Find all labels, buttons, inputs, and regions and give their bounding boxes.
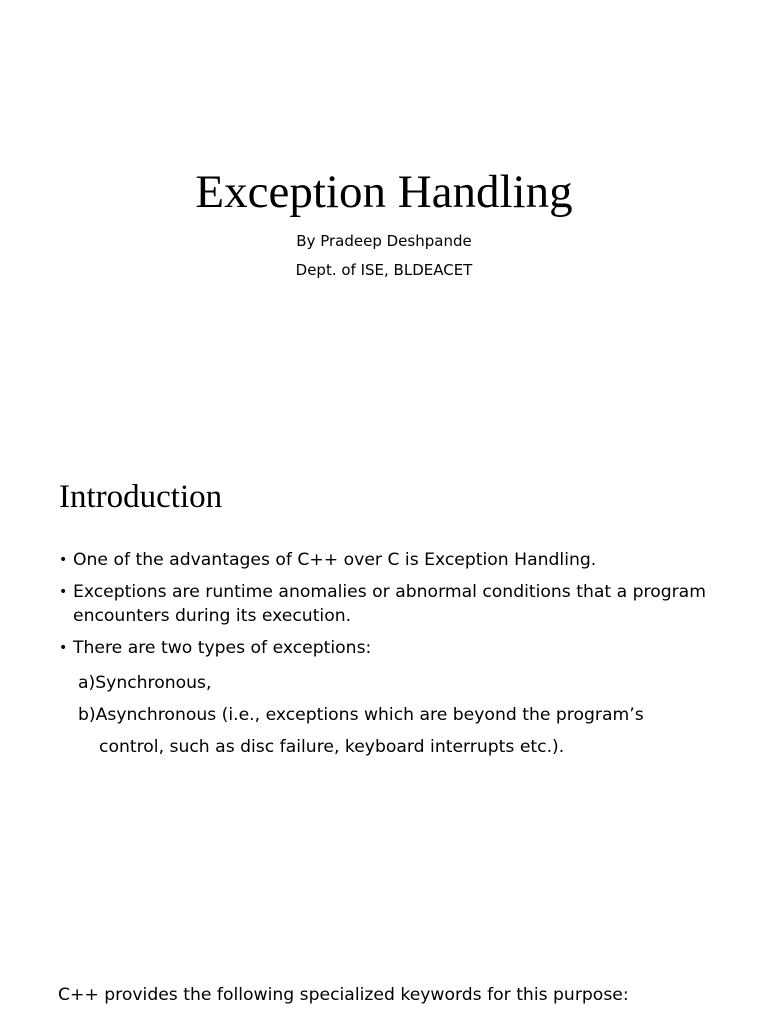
slide-keywords	[0, 962, 768, 1024]
sub-item-synchronous: a)Synchronous,	[78, 673, 212, 693]
slide-introduction	[0, 432, 768, 962]
page-title: Exception Handling	[195, 166, 573, 218]
bullet-dot: •	[59, 640, 68, 656]
slide-title	[0, 0, 768, 432]
department-line: Dept. of ISE, BLDEACET	[295, 261, 473, 279]
bullet-list	[59, 548, 739, 668]
slide-heading: Introduction	[59, 479, 223, 515]
bullet-item	[59, 636, 739, 660]
bullet-text: One of the advantages of C++ over C is Exception Handling.	[73, 550, 597, 570]
bullet-item	[59, 580, 739, 628]
sub-item-asynchronous-continued: control, such as disc failure, keyboard interrupts etc.).	[99, 737, 565, 757]
bullet-item	[59, 548, 739, 572]
body-text: C++ provides the following specialized keywords for this purpose:	[58, 985, 629, 1005]
bullet-text: Exceptions are runtime anomalies or abnormal conditions that a program encounters during its execution.	[73, 582, 706, 626]
bullet-dot: •	[59, 552, 68, 568]
bullet-text: There are two types of exceptions:	[73, 638, 372, 658]
bullet-dot: •	[59, 584, 68, 600]
sub-item-asynchronous: b)Asynchronous (i.e., exceptions which are beyond the program’s	[78, 705, 644, 725]
author-line: By Pradeep Deshpande	[296, 232, 472, 250]
